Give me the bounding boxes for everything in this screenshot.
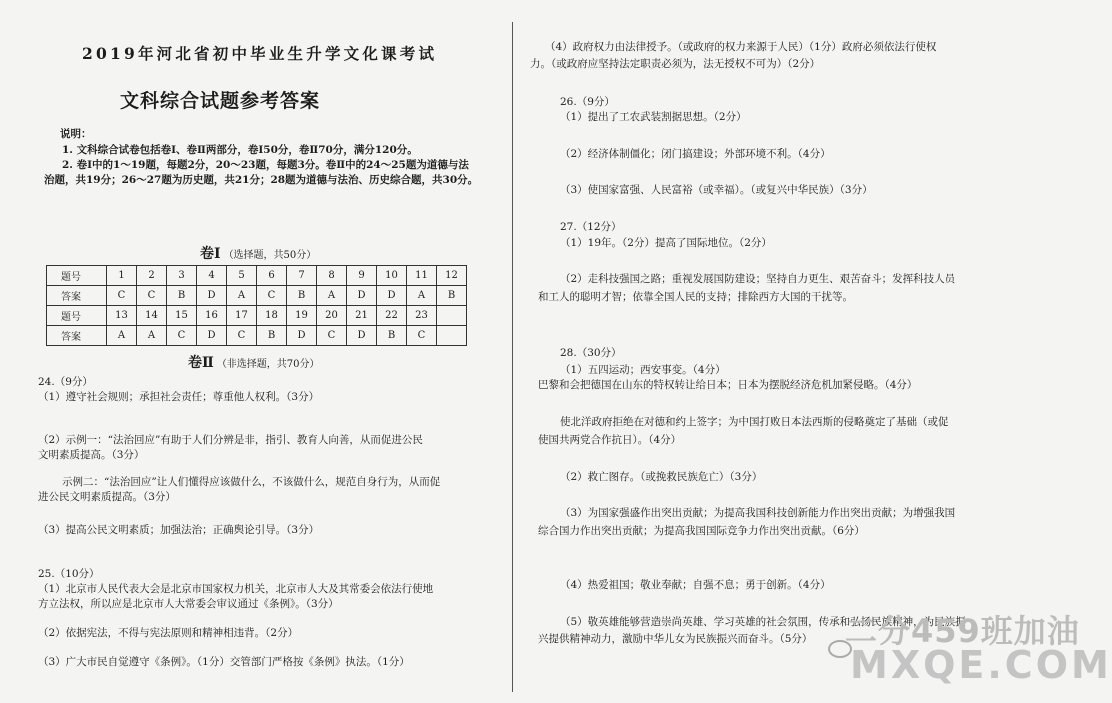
q25-answer-4-line-2: 力。（或政府应坚持法定职责必须为，法无授权不可为）（2分） xyxy=(530,58,821,70)
table-cell: B xyxy=(437,286,467,306)
answer-table xyxy=(46,265,467,346)
table-cell: 17 xyxy=(227,306,257,326)
vol1-heading xyxy=(200,243,316,263)
table-cell: 21 xyxy=(347,306,377,326)
q24-answer-2-line-1: （2）示例一：“法治回应”有助于人们分辨是非，指引、教育人向善，从而促进公民 xyxy=(38,434,423,446)
exam-title: 2019年河北省初中毕业生升学文化课考试 xyxy=(82,44,438,63)
table-cell: 8 xyxy=(317,266,347,286)
table-row-header: 题号 xyxy=(47,306,107,326)
q27-answer-2-line-2: 和工人的聪明才智；依靠全国人民的支持；排除西方大国的干扰等。 xyxy=(538,291,853,303)
answer-key-title: 文科综合试题参考答案 xyxy=(120,90,321,112)
notes-line-3: 治题，共19分；26～27题为历史题，共21分；28题为道德与法治、历史综合题，共30分。 xyxy=(44,174,479,186)
table-cell: 10 xyxy=(377,266,407,286)
vol2-heading xyxy=(188,352,320,372)
q28-answer-1-line-1: （1）五四运动；西安事变。（4分） xyxy=(560,364,726,376)
table-cell: C xyxy=(137,286,167,306)
table-cell: A xyxy=(407,286,437,306)
table-cell: 15 xyxy=(167,306,197,326)
q28-answer-3-line-2: 综合国力作出突出贡献；为提高我国国际竞争力作出突出贡献。（6分） xyxy=(538,525,865,537)
table-cell: 16 xyxy=(197,306,227,326)
answer-table-body xyxy=(47,266,467,346)
table-cell: B xyxy=(377,326,407,346)
table-cell: D xyxy=(197,286,227,306)
q27-heading: 27.（12分） xyxy=(560,221,622,233)
q26-answer-1: （1）提出了工农武装割据思想。（2分） xyxy=(560,111,747,123)
table-cell: 9 xyxy=(347,266,377,286)
table-row-header: 题号 xyxy=(47,266,107,286)
table-cell: 1 xyxy=(107,266,137,286)
watermark-site: MXQE.COM xyxy=(850,643,1112,687)
table-cell: 19 xyxy=(287,306,317,326)
vol1-subtitle: （选择题，共50分） xyxy=(223,250,317,261)
table-cell: D xyxy=(197,326,227,346)
table-cell: 5 xyxy=(227,266,257,286)
table-cell: C xyxy=(167,326,197,346)
q24-answer-3: （3）提高公民文明素质；加强法治；正确舆论引导。（3分） xyxy=(38,524,320,536)
q25-answer-4-line-1: （4）政府权力由法律授予。（或政府的权力来源于人民）（1分）政府必须依法行使权 xyxy=(545,41,937,53)
table-cell: 11 xyxy=(407,266,437,286)
table-cell: B xyxy=(257,326,287,346)
table-row xyxy=(47,286,467,306)
q28-answer-5-line-2: 兴提供精神动力，激励中华儿女为民族振兴而奋斗。（5分） xyxy=(538,633,813,645)
notes-label: 说明： xyxy=(60,128,92,140)
q27-answer-1: （1）19年。（2分）提高了国际地位。（2分） xyxy=(560,237,772,249)
table-cell: D xyxy=(287,326,317,346)
q28-answer-5-line-1: （5）敬英雄能够营造崇尚英雄、学习英雄的社会氛围，传承和弘扬民族精神，为民族振 xyxy=(560,616,966,628)
q28-answer-3-line-1: （3）为国家强盛作出突出贡献；为提高我国科技创新能力作出突出贡献；为增强我国 xyxy=(560,507,956,519)
q28-answer-1-line-2: 巴黎和会把德国在山东的特权转让给日本；日本为摆脱经济危机加紧侵略。（4分） xyxy=(538,379,918,391)
table-row-header: 答案 xyxy=(47,286,107,306)
table-cell: 6 xyxy=(257,266,287,286)
table-cell: 7 xyxy=(287,266,317,286)
table-row xyxy=(47,306,467,326)
table-cell: A xyxy=(317,286,347,306)
vol2-title: 卷Ⅱ xyxy=(188,355,214,371)
q28-answer-2: （2）救亡图存。（或挽救民族危亡）（3分） xyxy=(560,471,763,483)
table-cell: C xyxy=(317,326,347,346)
table-cell: C xyxy=(107,286,137,306)
table-cell xyxy=(437,326,467,346)
table-cell: D xyxy=(377,286,407,306)
q25-answer-3: （3）广大市民自觉遵守《条例》。（1分）交管部门严格按《条例》执法。（1分） xyxy=(38,656,410,668)
table-cell: D xyxy=(347,326,377,346)
q24-answer-2-line-4: 进公民文明素质提高。（3分） xyxy=(38,491,176,503)
q28-answer-1-line-4: 使国共两党合作抗日）。（4分） xyxy=(538,434,682,446)
table-cell: A xyxy=(227,286,257,306)
table-cell: 12 xyxy=(437,266,467,286)
table-cell: C xyxy=(407,326,437,346)
vol1-title: 卷Ⅰ xyxy=(200,246,221,262)
q25-answer-2: （2）依据宪法，不得与宪法原则和精神相违背。（2分） xyxy=(38,627,299,639)
table-cell: 20 xyxy=(317,306,347,326)
table-cell: 18 xyxy=(257,306,287,326)
q25-answer-1-line-2: 方立法权，所以应是北京市人大常委会审议通过《条例》。（3分） xyxy=(38,598,339,610)
table-cell: 14 xyxy=(137,306,167,326)
table-cell: C xyxy=(227,326,257,346)
table-cell: 4 xyxy=(197,266,227,286)
table-cell: A xyxy=(137,326,167,346)
table-cell: B xyxy=(167,286,197,306)
vol2-subtitle: （非选择题，共70分） xyxy=(216,359,320,370)
column-divider xyxy=(512,22,513,692)
table-cell: C xyxy=(257,286,287,306)
q28-heading: 28.（30分） xyxy=(560,347,622,359)
table-row xyxy=(47,266,467,286)
q26-answer-2: （2）经济体制僵化；闭门搞建设；外部环境不利。（4分） xyxy=(560,148,831,160)
table-cell: D xyxy=(347,286,377,306)
q24-answer-1: （1）遵守社会规则；承担社会责任；尊重他人权利。（3分） xyxy=(38,391,320,403)
q27-answer-2-line-1: （2）走科技强国之路；重视发展国防建设；坚持自力更生、艰苦奋斗；发挥科技人员 xyxy=(560,273,956,285)
table-cell: 23 xyxy=(407,306,437,326)
table-row-header: 答案 xyxy=(47,326,107,346)
q24-answer-2-line-3: 示例二：“法治回应”让人们懂得应该做什么，不该做什么，规范自身行为，从而促 xyxy=(62,476,441,488)
q28-answer-1-line-3: 使北洋政府拒绝在对德和约上签字；为中国打败日本法西斯的侵略奠定了基础（或促 xyxy=(560,416,949,428)
q25-answer-1-line-1: （1）北京市人民代表大会是北京市国家权力机关，北京市人大及其常委会依法行使地 xyxy=(38,583,434,595)
table-row xyxy=(47,326,467,346)
q25-heading: 25.（10分） xyxy=(38,568,100,580)
q28-answer-4: （4）热爱祖国；敬业奉献；自强不息；勇于创新。（4分） xyxy=(560,579,831,591)
notes-line-2: 2. 卷Ⅰ中的1～19题，每题2分，20～23题，每题3分。卷Ⅱ中的24～25题为道德与法 xyxy=(62,159,469,171)
table-cell: B xyxy=(287,286,317,306)
table-cell: 2 xyxy=(137,266,167,286)
table-cell: 22 xyxy=(377,306,407,326)
watermark-text: 二分459班加油 xyxy=(845,612,1080,650)
table-cell: 13 xyxy=(107,306,137,326)
table-cell: 3 xyxy=(167,266,197,286)
table-cell: A xyxy=(107,326,137,346)
q24-heading: 24.（9分） xyxy=(38,376,93,388)
q26-heading: 26.（9分） xyxy=(560,96,615,108)
q24-answer-2-line-2: 文明素质提高。（3分） xyxy=(38,449,145,461)
table-cell xyxy=(437,306,467,326)
notes-line-1: 1. 文科综合试卷包括卷Ⅰ、卷Ⅱ两部分，卷Ⅰ50分，卷Ⅱ70分，满分120分。 xyxy=(62,144,418,156)
q26-answer-3: （3）使国家富强、人民富裕（或幸福）。（或复兴中华民族）（3分） xyxy=(560,184,873,196)
